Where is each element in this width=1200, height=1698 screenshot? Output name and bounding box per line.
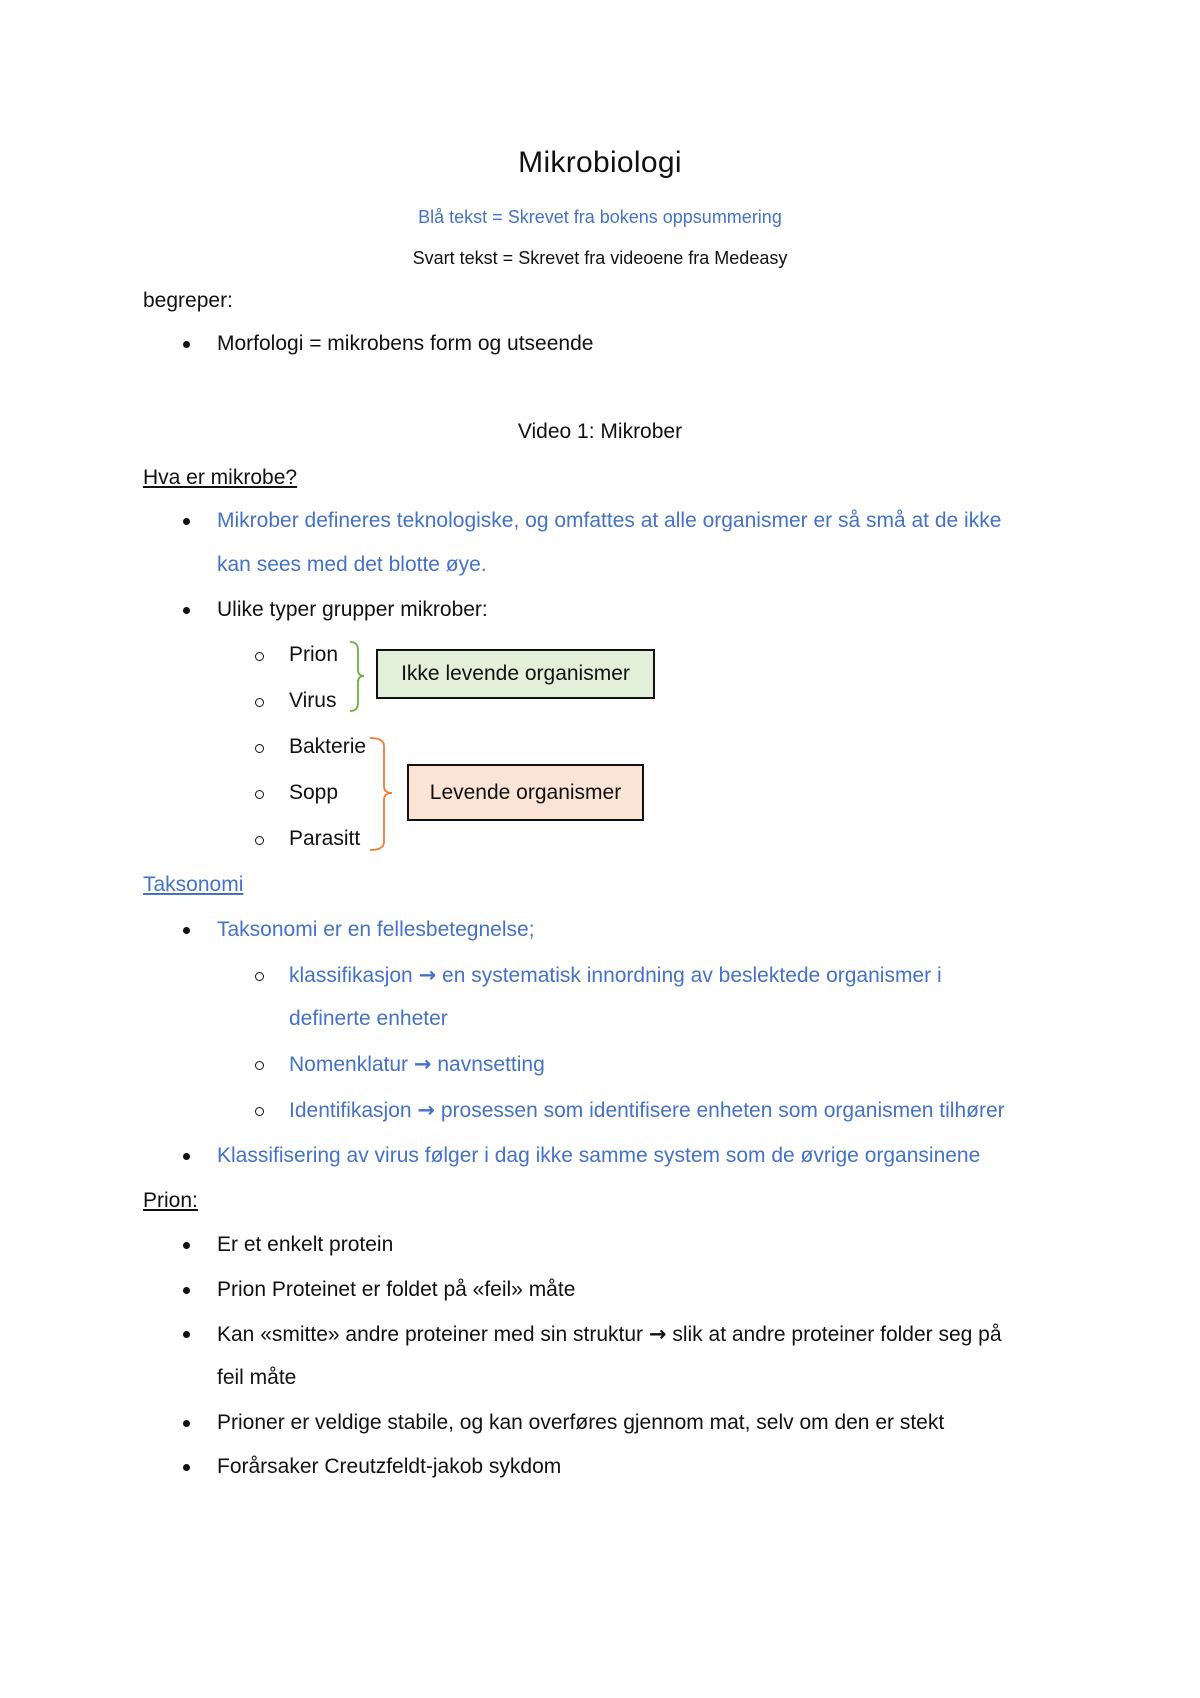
type-item: Parasitt bbox=[289, 827, 361, 850]
list-item: Forårsaker Creutzfeldt-jakob sykdom bbox=[217, 1455, 562, 1478]
list-item: Er et enkelt protein bbox=[217, 1233, 394, 1256]
definition-cont: definerte enheter bbox=[289, 1007, 448, 1030]
bullet bbox=[183, 1464, 190, 1471]
taksonomi-sub-item bbox=[289, 961, 942, 990]
bullet bbox=[183, 341, 190, 348]
smitte-text-b: slik at andre proteiner folder seg på bbox=[672, 1323, 1002, 1346]
bullet bbox=[183, 518, 190, 525]
term: klassifikasjon bbox=[289, 964, 413, 987]
bullet bbox=[183, 1287, 190, 1294]
page-title: Mikrobiologi bbox=[518, 146, 682, 179]
list-item: Prion Proteinet er foldet på «feil» måte bbox=[217, 1278, 576, 1301]
begreper-heading: begreper: bbox=[143, 289, 233, 312]
taksonomi-sub-item bbox=[289, 1096, 1005, 1125]
bullet bbox=[183, 607, 190, 614]
sub-bullet bbox=[255, 652, 264, 661]
orange-brace bbox=[368, 736, 403, 854]
prion-heading: Prion: bbox=[143, 1189, 198, 1212]
arrow-icon: → bbox=[418, 963, 437, 987]
term: Identifikasjon bbox=[289, 1099, 412, 1122]
legend-black: Svart tekst = Skrevet fra videoene fra Medeasy bbox=[412, 248, 788, 268]
legend-blue: Blå tekst = Skrevet fra bokens oppsummering bbox=[418, 207, 782, 227]
list-item: Morfologi = mikrobens form og utseende bbox=[217, 332, 594, 355]
type-item: Prion bbox=[289, 643, 339, 666]
list-item: Mikrober defineres teknologiske, og omfattes at alle organismer er så små at de ikke bbox=[217, 509, 1002, 532]
bullet bbox=[183, 1242, 190, 1249]
nonliving-box: Ikke levende organismer bbox=[376, 649, 655, 699]
living-box: Levende organismer bbox=[407, 764, 644, 821]
list-item: Ulike typer grupper mikrober: bbox=[217, 598, 488, 621]
sub-bullet bbox=[255, 1107, 264, 1116]
arrow-icon: → bbox=[417, 1098, 436, 1122]
sub-bullet bbox=[255, 744, 264, 753]
bullet bbox=[183, 927, 190, 934]
term: Nomenklatur bbox=[289, 1053, 409, 1076]
list-item: Prioner er veldige stabile, og kan overføres gjennom mat, selv om den er stekt bbox=[217, 1411, 945, 1434]
bullet bbox=[183, 1153, 190, 1160]
section-title: Video 1: Mikrober bbox=[517, 420, 683, 443]
sub-bullet bbox=[255, 1061, 264, 1070]
hva-heading: Hva er mikrobe? bbox=[143, 466, 298, 489]
sub-bullet bbox=[255, 790, 264, 799]
sub-bullet bbox=[255, 836, 264, 845]
arrow-icon: → bbox=[413, 1052, 432, 1076]
taksonomi-sub-item bbox=[289, 1050, 545, 1079]
sub-bullet bbox=[255, 698, 264, 707]
arrow-icon: → bbox=[648, 1322, 667, 1346]
list-item: Taksonomi er en fellesbetegnelse; bbox=[217, 918, 535, 941]
definition: en systematisk innordning av beslektede organismer i bbox=[442, 964, 942, 987]
green-brace bbox=[348, 640, 378, 715]
list-item: Klassifisering av virus følger i dag ikke samme system som de øvrige organsinene bbox=[217, 1144, 981, 1167]
list-item-cont: kan sees med det blotte øye. bbox=[217, 553, 487, 576]
sub-bullet bbox=[255, 972, 264, 981]
type-item: Bakterie bbox=[289, 735, 367, 758]
list-item bbox=[217, 1320, 1002, 1349]
definition: navnsetting bbox=[437, 1053, 545, 1076]
list-item-cont: feil måte bbox=[217, 1366, 297, 1389]
type-item: Sopp bbox=[289, 781, 339, 804]
type-item: Virus bbox=[289, 689, 337, 712]
smitte-text-a: Kan «smitte» andre proteiner med sin struktur bbox=[217, 1323, 644, 1346]
bullet bbox=[183, 1420, 190, 1427]
definition: prosessen som identifisere enheten som organismen tilhører bbox=[440, 1099, 1005, 1122]
taksonomi-heading: Taksonomi bbox=[143, 873, 244, 896]
bullet bbox=[183, 1331, 190, 1338]
